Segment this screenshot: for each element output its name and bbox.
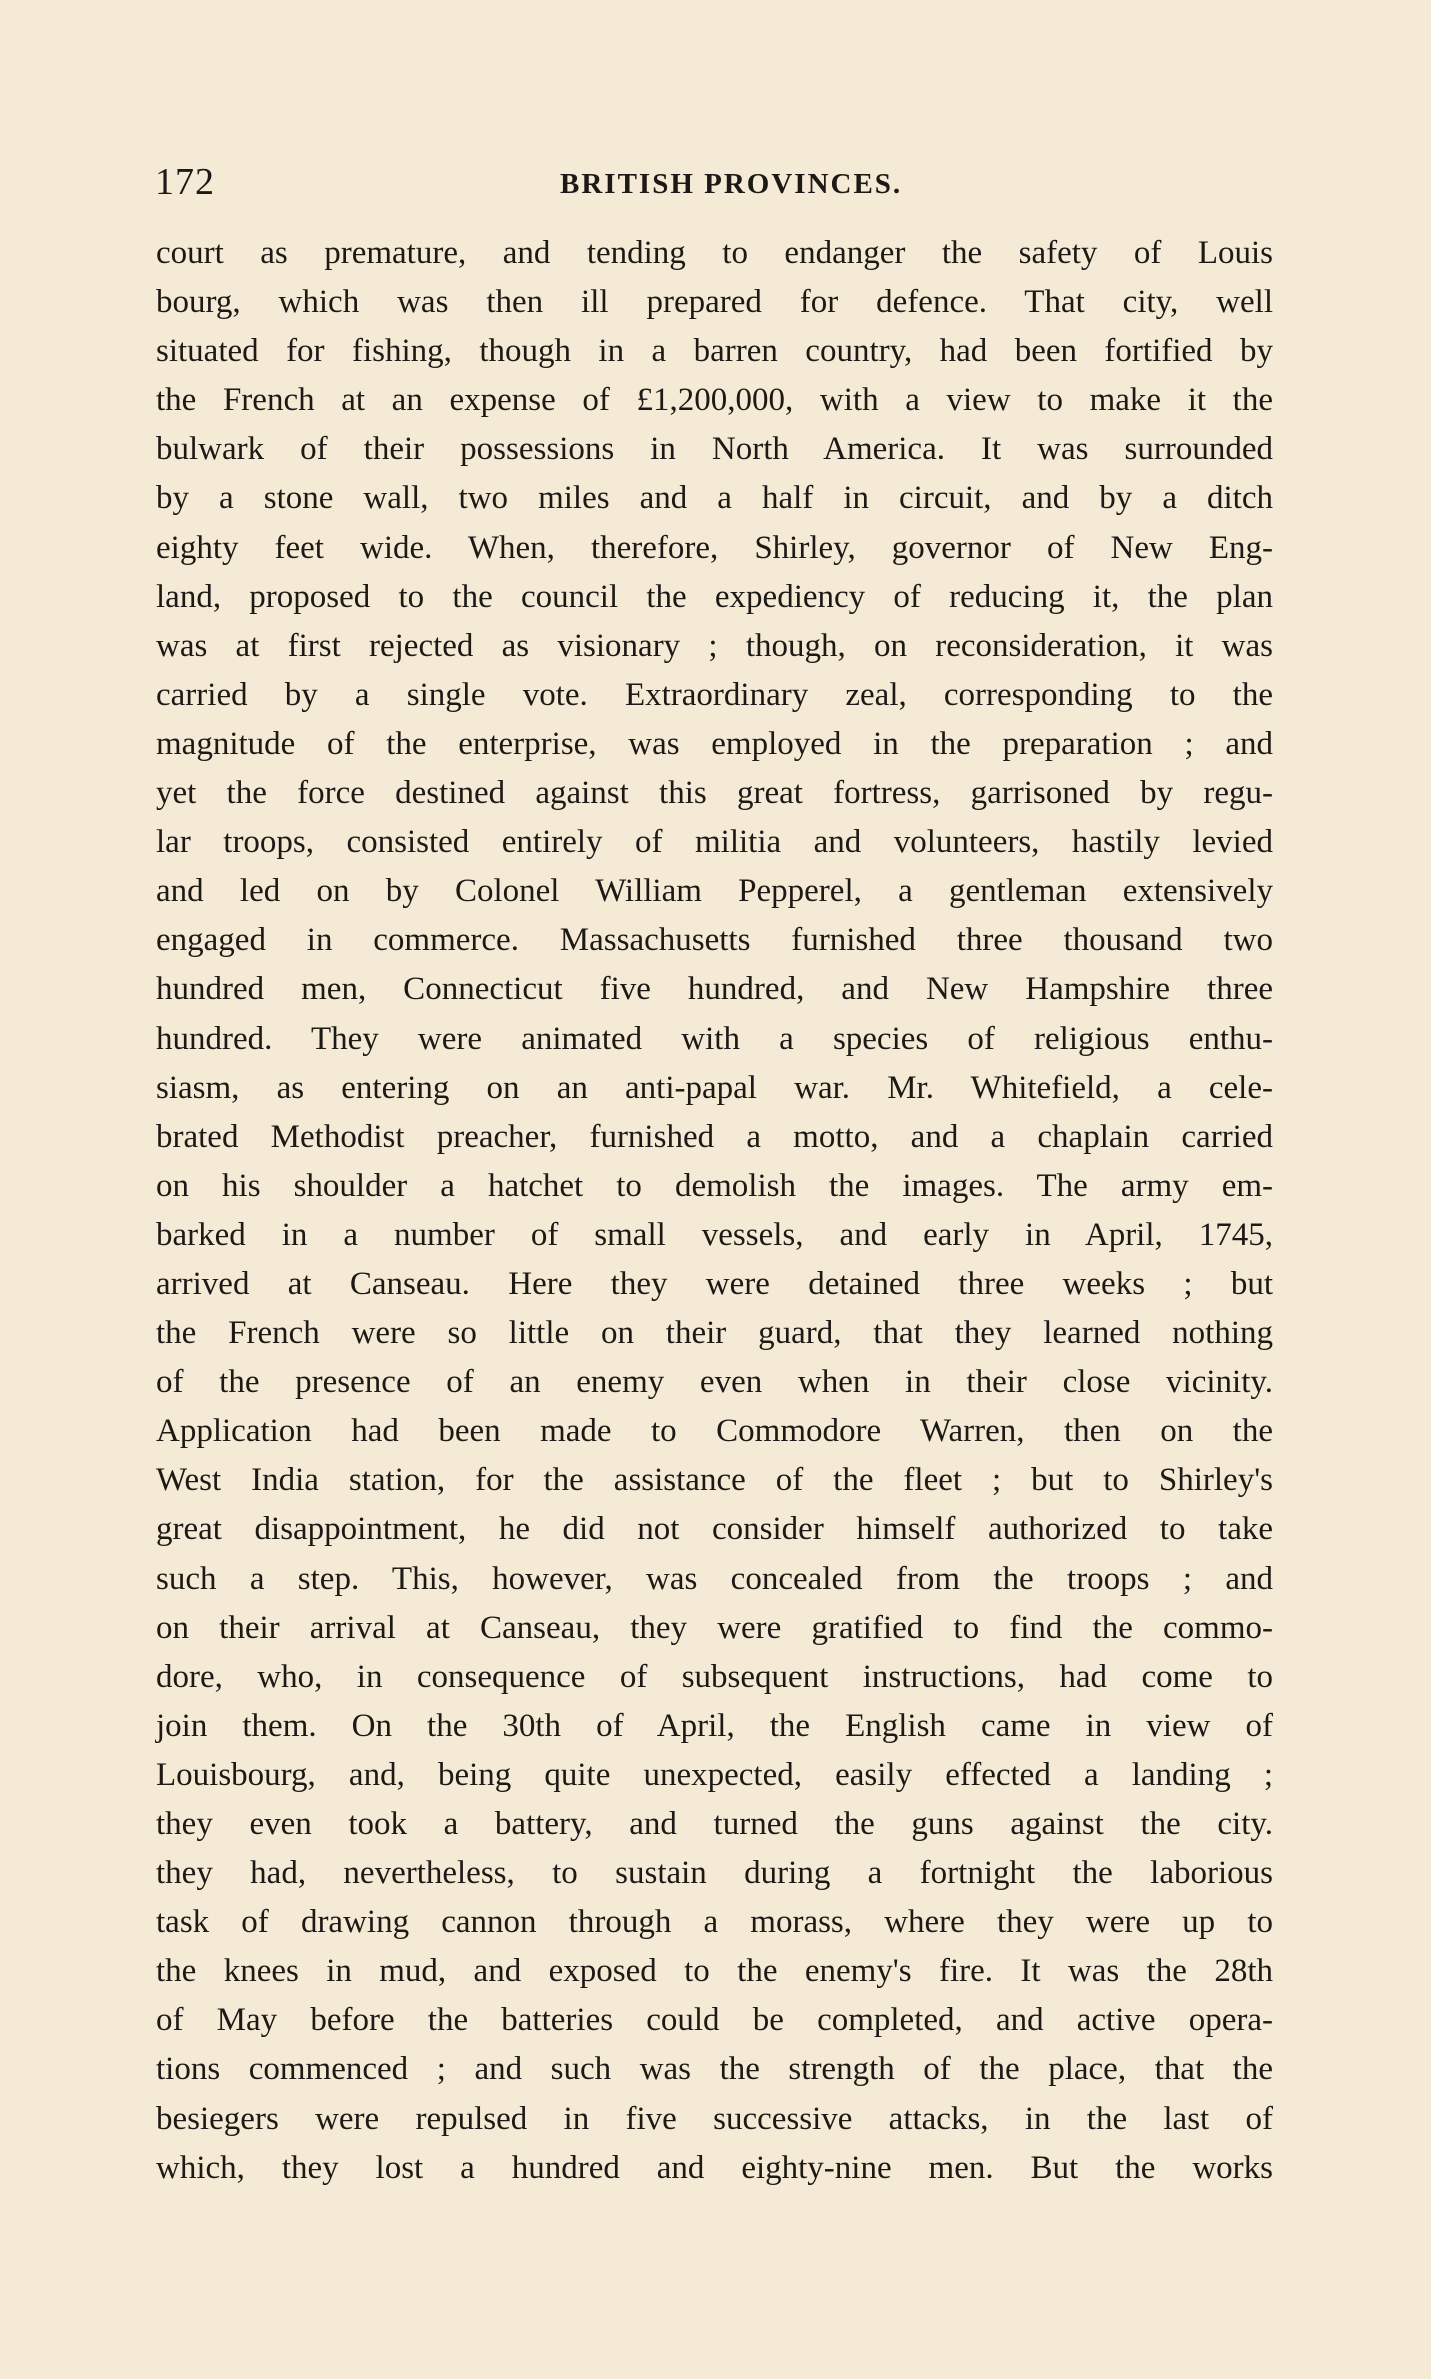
text-line: lar troops, consisted entirely of militia and volunteers, hastily levied (156, 824, 1273, 861)
text-line: dore, who, in consequence of subsequent instructions, had come to (156, 1658, 1273, 1695)
text-line: task of drawing cannon through a morass, where they were up to (156, 1904, 1273, 1941)
text-line: was at first rejected as visionary ; though, on reconsideration, it was (156, 627, 1273, 664)
text-line: carried by a single vote. Extraordinary zeal, corresponding to the (156, 676, 1273, 713)
text-line: land, proposed to the council the expediency of reducing it, the plan (156, 578, 1273, 615)
text-line: barked in a number of small vessels, and early in April, 1745, (156, 1216, 1273, 1253)
text-line: of May before the batteries could be completed, and active opera- (156, 2002, 1273, 2039)
text-line: bulwark of their possessions in North America. It was surrounded (156, 431, 1273, 468)
text-line: and led on by Colonel William Pepperel, a gentleman extensively (156, 873, 1273, 910)
text-line: join them. On the 30th of April, the English came in view of (156, 1707, 1273, 1744)
text-line: on his shoulder a hatchet to demolish the images. The army em- (156, 1167, 1273, 1204)
text-line: the French were so little on their guard, that they learned nothing (156, 1315, 1273, 1352)
text-line: of the presence of an enemy even when in their close vicinity. (156, 1364, 1273, 1401)
text-line: such a step. This, however, was concealed from the troops ; and (156, 1560, 1273, 1597)
text-line: West India station, for the assistance of the fleet ; but to Shirley's (156, 1462, 1273, 1499)
text-line: situated for fishing, though in a barren country, had been fortified by (156, 333, 1273, 370)
text-line: Louisbourg, and, being quite unexpected, easily effected a landing ; (156, 1756, 1273, 1793)
text-line: yet the force destined against this great fortress, garrisoned by regu- (156, 775, 1273, 812)
text-line: magnitude of the enterprise, was employed in the preparation ; and (156, 725, 1273, 762)
text-line: they had, nevertheless, to sustain during a fortnight the laborious (156, 1855, 1273, 1892)
running-title: BRITISH PROVINCES. (560, 168, 903, 200)
text-line: brated Methodist preacher, furnished a motto, and a chaplain carried (156, 1118, 1273, 1155)
text-line: hundred. They were animated with a species of religious enthu- (156, 1020, 1273, 1057)
text-line: the knees in mud, and exposed to the enemy's fire. It was the 28th (156, 1953, 1273, 1990)
text-line: arrived at Canseau. Here they were detained three weeks ; but (156, 1265, 1273, 1302)
text-line: court as premature, and tending to endanger the safety of Louis (156, 235, 1273, 271)
page-number: 172 (155, 161, 215, 203)
text-line: on their arrival at Canseau, they were gratified to find the commo- (156, 1609, 1273, 1646)
text-line: bourg, which was then ill prepared for defence. That city, well (156, 284, 1273, 321)
text-line: which, they lost a hundred and eighty-nine men. But the works (156, 2149, 1273, 2186)
body-text (156, 229, 1273, 2193)
text-line: great disappointment, he did not consider himself authorized to take (156, 1511, 1273, 1548)
text-line: engaged in commerce. Massachusetts furnished three thousand two (156, 922, 1273, 959)
text-line: they even took a battery, and turned the guns against the city. (156, 1806, 1273, 1842)
page-header (155, 160, 1275, 210)
text-line: Application had been made to Commodore Warren, then on the (156, 1413, 1273, 1450)
text-line: hundred men, Connecticut five hundred, and New Hampshire three (156, 971, 1273, 1008)
text-line: by a stone wall, two miles and a half in circuit, and by a ditch (156, 480, 1273, 517)
text-line: the French at an expense of £1,200,000, with a view to make it the (156, 382, 1273, 419)
text-line: siasm, as entering on an anti-papal war. Mr. Whitefield, a cele- (156, 1069, 1273, 1106)
text-line: eighty feet wide. When, therefore, Shirley, governor of New Eng- (156, 529, 1273, 566)
text-line: tions commenced ; and such was the strength of the place, that the (156, 2051, 1273, 2088)
text-line: besiegers were repulsed in five successive attacks, in the last of (156, 2100, 1273, 2137)
